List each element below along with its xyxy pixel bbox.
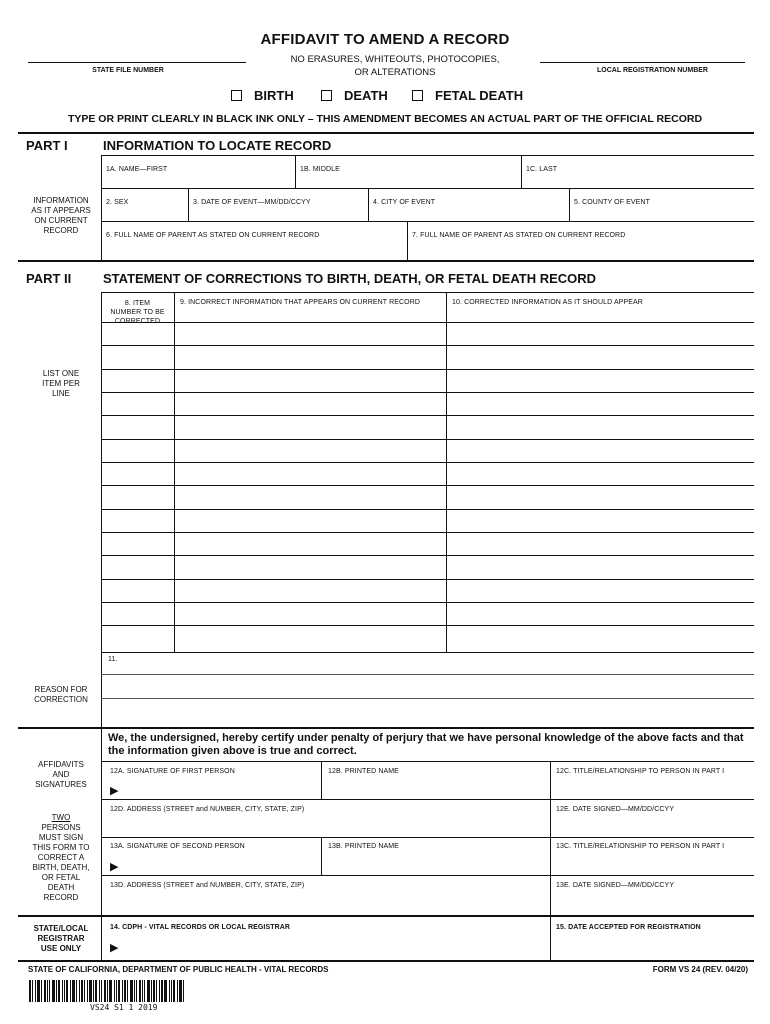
registrar-side-label: STATE/LOCAL REGISTRAR USE ONLY — [33, 924, 89, 953]
two-persons-note: TWO PERSONS MUST SIGN THIS FORM TO CORRECT A BIRTH, DEATH, OR FETAL DEATH RECORD — [32, 813, 90, 902]
no-erasures-notice: NO ERASURES, WHITEOUTS, PHOTOCOPIES, OR ALTERATIONS — [290, 54, 500, 78]
field-1a-label: 1A. NAME—FIRST — [106, 166, 168, 173]
field-1c-label: 1C. LAST — [526, 166, 558, 173]
field-2-label: 2. SEX — [106, 199, 129, 206]
reason-line[interactable] — [101, 698, 754, 699]
part2-top-rule — [18, 260, 754, 262]
local-registration-number-label: LOCAL REGISTRATION NUMBER — [597, 67, 708, 74]
registrar-top-rule — [18, 915, 754, 917]
checkbox-box[interactable] — [321, 90, 332, 101]
table-row[interactable] — [101, 485, 754, 486]
field-13d-label: 13D. ADDRESS (STREET and NUMBER, CITY, STATE, ZIP) — [110, 882, 305, 889]
table-row[interactable] — [101, 392, 754, 393]
checkbox-box[interactable] — [412, 90, 423, 101]
field-1b-label: 1B. MIDDLE — [300, 166, 340, 173]
sign-here-arrow-icon: ▶ — [110, 942, 119, 954]
footer-department: STATE OF CALIFORNIA, DEPARTMENT OF PUBLIC HEALTH - VITAL RECORDS — [28, 965, 329, 974]
sign-here-arrow-icon: ▶ — [110, 861, 119, 873]
table-row[interactable] — [101, 345, 754, 346]
affidavit-side-label: AFFIDAVITS AND SIGNATURES — [35, 760, 87, 789]
part1-side-label: INFORMATION AS IT APPEARS ON CURRENT RECORD — [31, 196, 91, 235]
state-file-number-label: STATE FILE NUMBER — [92, 67, 164, 74]
field-12d-label: 12D. ADDRESS (STREET and NUMBER, CITY, STATE, ZIP) — [110, 806, 305, 813]
local-registration-number-field[interactable] — [540, 62, 745, 63]
table-row[interactable] — [101, 579, 754, 580]
table-row[interactable] — [101, 625, 754, 626]
field-15-label: 15. DATE ACCEPTED FOR REGISTRATION — [556, 924, 701, 931]
field-12e-label: 12E. DATE SIGNED—MM/DD/CCYY — [556, 806, 675, 813]
col8-header: 8. ITEM NUMBER TO BE CORRECTED — [110, 300, 165, 325]
field-3-label: 3. DATE OF EVENT—MM/DD/CCYY — [193, 199, 311, 206]
barcode-text: VS24 S1 1 2019 — [90, 1003, 158, 1012]
field-12c-label: 12C. TITLE/RELATIONSHIP TO PERSON IN PART I — [556, 768, 725, 775]
part2-title: STATEMENT OF CORRECTIONS TO BIRTH, DEATH, OR FETAL DEATH RECORD — [103, 271, 597, 286]
birth-checkbox[interactable]: BIRTH — [231, 88, 294, 103]
state-file-number-field[interactable] — [28, 62, 246, 63]
checkbox-box[interactable] — [231, 90, 242, 101]
table-row[interactable] — [101, 509, 754, 510]
col10-header: 10. CORRECTED INFORMATION AS IT SHOULD APPEAR — [452, 299, 643, 306]
field-13b-label: 13B. PRINTED NAME — [328, 843, 399, 850]
field-13a-label: 13A. SIGNATURE OF SECOND PERSON — [110, 843, 245, 850]
footer-form-number: FORM VS 24 (REV. 04/20) — [652, 965, 748, 974]
instruction-text: TYPE OR PRINT CLEARLY IN BLACK INK ONLY – THIS AMENDMENT BECOMES AN ACTUAL PART OF THE OFFICIAL RECORD — [67, 113, 703, 125]
part1-top-rule — [18, 132, 754, 134]
sign-here-arrow-icon: ▶ — [110, 785, 119, 797]
part2-side-label: LIST ONE ITEM PER LINE — [42, 369, 80, 398]
part2-label: PART II — [26, 271, 72, 286]
field-11-label: 11. — [108, 656, 118, 663]
table-row[interactable] — [101, 415, 754, 416]
death-checkbox[interactable]: DEATH — [321, 88, 388, 103]
footer-top-rule — [18, 960, 754, 962]
table-row[interactable] — [101, 602, 754, 603]
form-title: AFFIDAVIT TO AMEND A RECORD — [260, 31, 510, 48]
barcode — [29, 980, 184, 1002]
table-row[interactable] — [101, 532, 754, 533]
field-6-label: 6. FULL NAME OF PARENT AS STATED ON CURRENT RECORD — [106, 232, 320, 239]
field-13c-label: 13C. TITLE/RELATIONSHIP TO PERSON IN PART I — [556, 843, 725, 850]
table-row[interactable] — [101, 369, 754, 370]
reason-side-label: REASON FOR CORRECTION — [34, 685, 88, 704]
table-row[interactable] — [101, 322, 754, 323]
reason-line[interactable] — [101, 674, 754, 675]
certify-statement: We, the undersigned, hereby certify under penalty of perjury that we have personal knowledge of the above facts and that the information given above is true and correct. — [108, 732, 744, 757]
table-row[interactable] — [101, 439, 754, 440]
field-5-label: 5. COUNTY OF EVENT — [574, 199, 650, 206]
fetal-death-checkbox[interactable]: FETAL DEATH — [412, 88, 523, 103]
part1-title: INFORMATION TO LOCATE RECORD — [103, 138, 332, 153]
table-row[interactable] — [101, 555, 754, 556]
affidavit-top-rule — [18, 727, 754, 729]
table-row[interactable] — [101, 462, 754, 463]
field-4-label: 4. CITY OF EVENT — [373, 199, 436, 206]
col9-header: 9. INCORRECT INFORMATION THAT APPEARS ON CURRENT RECORD — [180, 299, 421, 306]
field-7-label: 7. FULL NAME OF PARENT AS STATED ON CURRENT RECORD — [412, 232, 626, 239]
field-12a-label: 12A. SIGNATURE OF FIRST PERSON — [110, 768, 235, 775]
field-12b-label: 12B. PRINTED NAME — [328, 768, 399, 775]
field-14-label: 14. CDPH - VITAL RECORDS OR LOCAL REGISTRAR — [110, 924, 291, 931]
field-13e-label: 13E. DATE SIGNED—MM/DD/CCYY — [556, 882, 675, 889]
part1-label: PART I — [26, 138, 68, 153]
